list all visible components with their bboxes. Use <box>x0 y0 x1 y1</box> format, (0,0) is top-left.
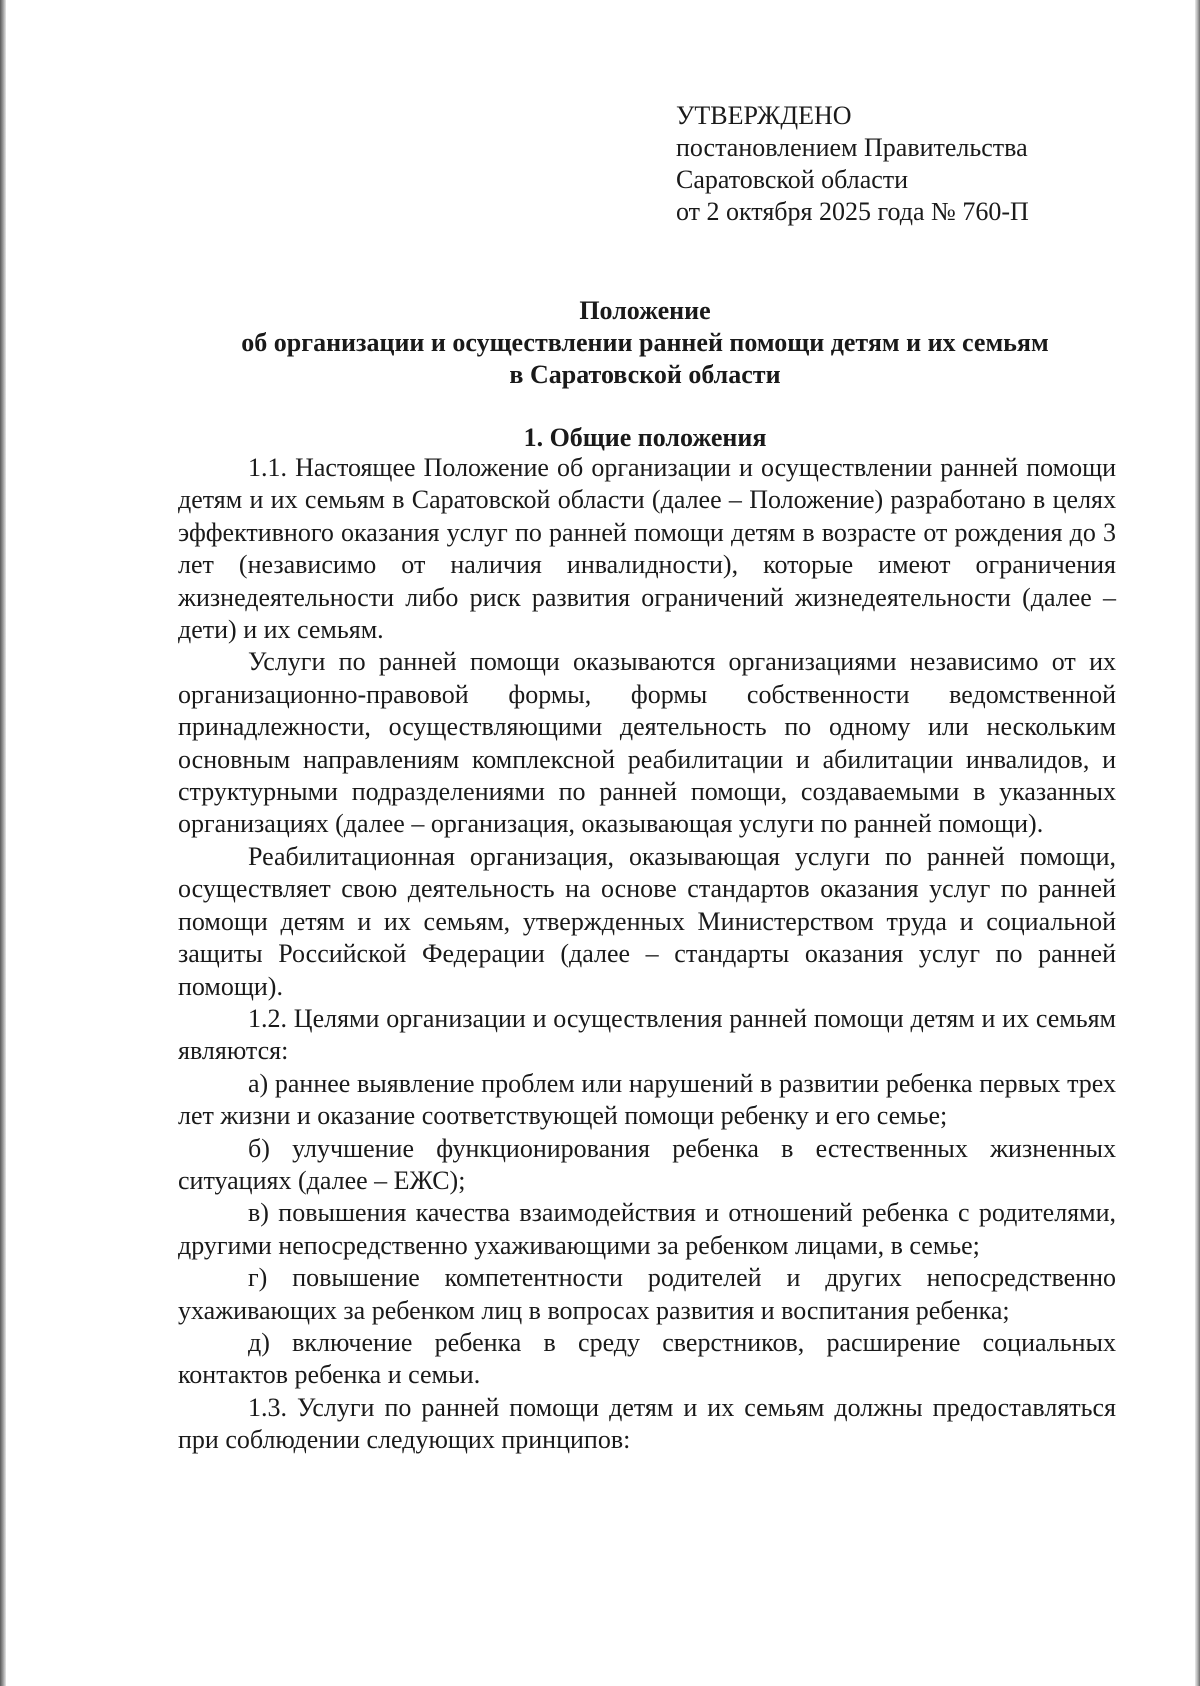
paragraph-1-3: 1.3. Услуги по ранней помощи детям и их семьям должны предоставляться при соблюдении следующих принципов: <box>178 1392 1116 1455</box>
document-title <box>170 295 1120 391</box>
title-line-1: Положение <box>579 296 711 325</box>
list-item-b: б) улучшение функционирования ребенка в естественных жизненных ситуациях (далее – ЕЖС); <box>178 1133 1116 1195</box>
approval-block <box>676 100 1156 228</box>
section-heading: 1. Общие положения <box>523 423 767 452</box>
title-line-2: об организации и осуществлении ранней помощи детям и их семьям <box>241 328 1049 357</box>
list-item-v: в) повышения качества взаимодействия и отношений ребенка с родителями, другими непосредственно ухаживающими за ребенком лицами, в семье; <box>178 1198 1116 1260</box>
approval-region: Саратовской области <box>676 165 909 194</box>
paragraph-1-2: 1.2. Целями организации и осуществления ранней помощи детям и их семьям являются: <box>178 1003 1116 1066</box>
document-body <box>178 452 1116 1457</box>
approval-resolution: постановлением Правительства <box>676 133 1028 162</box>
list-item-a: а) раннее выявление проблем или нарушений в развитии ребенка первых трех лет жизни и оказание соответствующей помощи ребенку и его семье; <box>178 1068 1116 1131</box>
paragraph-services: Услуги по ранней помощи оказываются организациями независимо от их организационно-правовой формы, формы собственности ведомственной принадлежности, осуществляющими деятельность по одному или нескольким основным направлениям комплексной реабилитации и абилитации инвалидов, и структурными подразделениями по ранней помощи, создаваемыми в указанных организациях (далее – организация, оказывающая услуги по ранней помощи). <box>178 647 1116 839</box>
paragraph-rehab-org: Реабилитационная организация, оказывающая услуги по ранней помощи, осуществляет свою деятельность на основе стандартов оказания услуг по ранней помощи детям и их семьям, утвержденных Министерством труда и социальной защиты Российской Федерации (далее – стандарты оказания услуг по ранней помощи). <box>178 841 1116 1001</box>
approval-heading: УТВЕРЖДЕНО <box>676 101 852 130</box>
title-line-3: в Саратовской области <box>509 360 781 389</box>
paragraph-1-1: 1.1. Настоящее Положение об организации и осуществлении ранней помощи детям и их семьям в Саратовской области (далее – Положение) разработано в целях эффективного оказания услуг по ранней помощи детям в возрасте от рождения до 3 лет (независимо от наличия инвалидности), которые имеют ограничения жизнедеятельности либо риск развития ограничений жизнедеятельности (далее – дети) и их семьям. <box>178 453 1116 645</box>
list-item-g: г) повышение компетентности родителей и других непосредственно ухаживающих за ребенком лиц в вопросах развития и воспитания ребенка; <box>178 1263 1116 1325</box>
list-item-d: д) включение ребенка в среду сверстников, расширение социальных контактов ребенка и семьи. <box>178 1327 1116 1390</box>
scan-edge-right <box>1195 0 1200 1686</box>
scan-edge-left <box>0 0 6 1686</box>
approval-date-number: от 2 октября 2025 года № 760-П <box>676 197 1029 226</box>
